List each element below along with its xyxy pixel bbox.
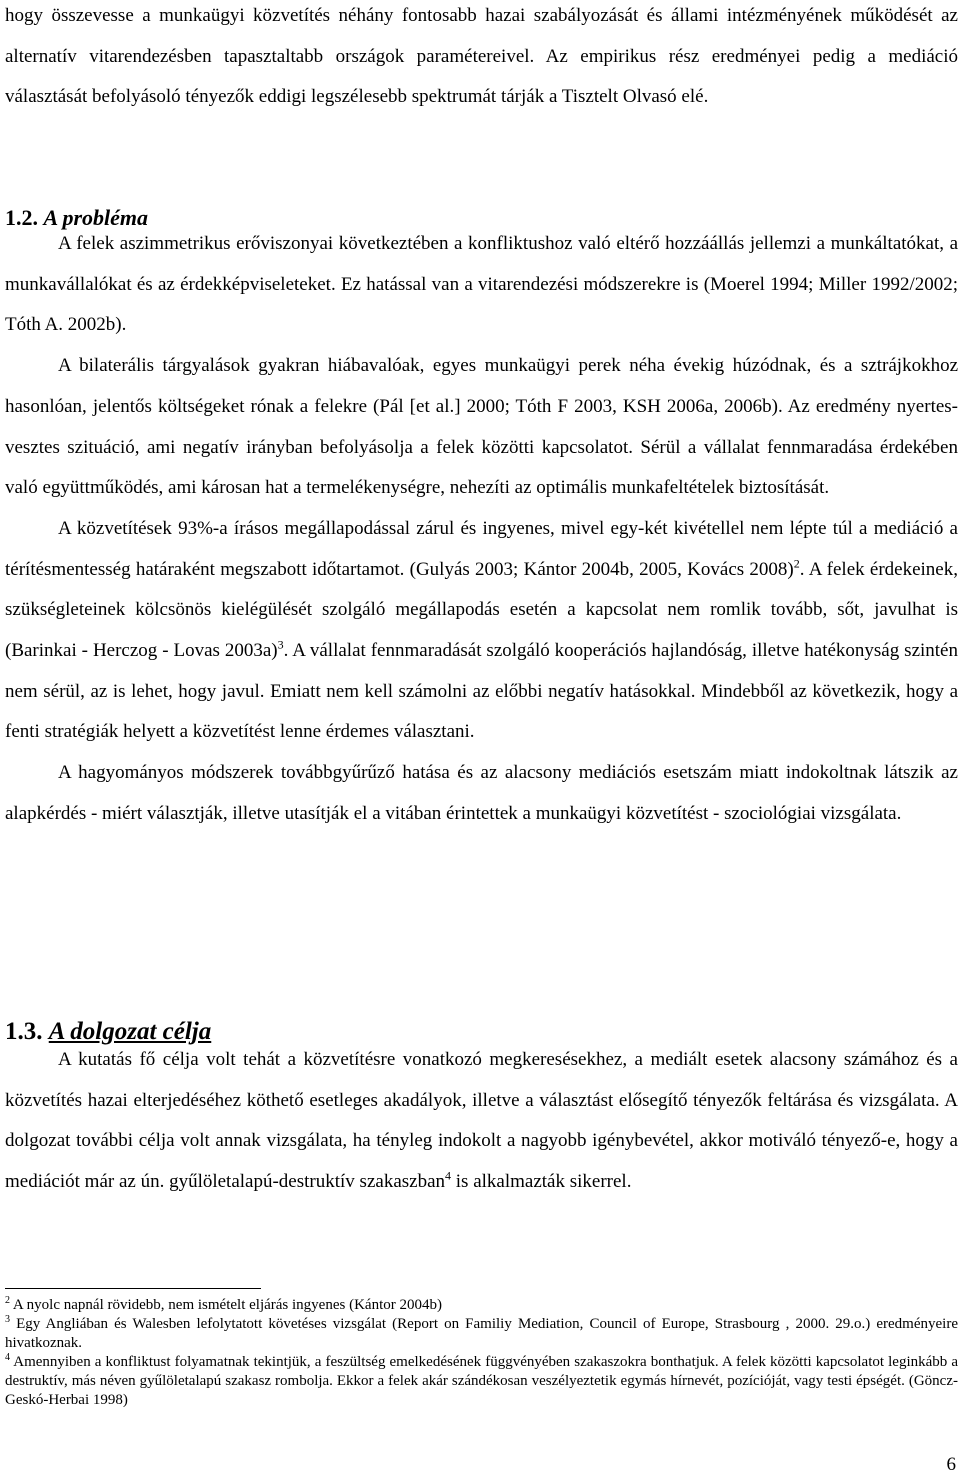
paragraph-text: . A vállalat fennmaradását szolgáló kooperációs hajlandóság, illetve hatékonyság szintén nem sérül, az is lehet, hogy javul. Emiatt nem kell számolni az előbbi negatív hatásokkal. Mindebből az következik, hogy a fenti stratégiák helyett a közvetítést lenne érdemes választani. <box>5 640 958 743</box>
footnote-text: A nyolc napnál rövidebb, nem ismételt eljárás ingyenes (Kántor 2004b) <box>10 1297 442 1313</box>
footnote-mark: 4 <box>5 1352 10 1363</box>
paragraph-text: A közvetítések 93%-a írásos megállapodással zárul és ingyenes, mivel egy-két kivétellel nem lépte túl a mediáció a térítésmentesség határaként megszabott időtartamot. (Gulyás 2003; Kántor 2004b, 2005, Kovács 2008) <box>5 517 958 580</box>
section-problem-body <box>5 224 958 835</box>
section-title: A dolgozat célja <box>48 1018 212 1045</box>
paragraph-text: is alkalmazták sikerrel. <box>451 1171 632 1193</box>
footnote-ref[interactable]: 2 <box>793 556 800 571</box>
paragraph-text: A kutatás fő célja volt tehát a közvetítésre vonatkozó megkeresésekhez, a mediált esetek alacsony számához és a közvetítés hazai elterjedéséhez köthető esetleges akadályok, illetve a választást elősegítő tényezők feltárása és vizsgálata. A dolgozat további célja volt annak vizsgálata, ha tényleg indokolt a nagyobb igénybevétel, akkor motiváló tényező-e, hogy a mediációt már az ún. gyűlöletalapú-destruktív szakaszban <box>5 1049 958 1193</box>
section-goal-body <box>5 1040 958 1203</box>
paragraph: A felek aszimmetrikus erőviszonyai következtében a konfliktushoz való eltérő hozzáállás jellemzi a munkáltatókat, a munkavállalókat és az érdekképviseleteket. Ez hatással van a vitarendezési módszerekre is (Moerel 1994; Miller 1992/2002; Tóth A. 2002b). <box>5 233 958 336</box>
footnote-separator <box>5 1288 261 1289</box>
footnotes <box>5 1296 958 1410</box>
paragraph: A hagyományos módszerek továbbgyűrűző hatása és az alacsony mediációs esetszám miatt indokoltnak látszik az alapkérdés - miért választják, illetve utasítják el a vitában érintettek a munkaügyi közvetítést - szociológiai vizsgálata. <box>5 762 958 824</box>
footnote <box>5 1353 958 1410</box>
page-number: 6 <box>946 1454 956 1475</box>
footnote-mark: 3 <box>5 1314 10 1325</box>
intro-paragraph: hogy összevesse a munkaügyi közvetítés néhány fontosabb hazai szabályozását és állami intézményének működését az alternatív vitarendezésben tapasztaltabb országok paramétereivel. Az empirikus rész eredményei pedig a mediáció választását befolyásoló tényezők eddigi legszélesebb spektrumát tárják a Tisztelt Olvasó elé. <box>5 5 958 108</box>
section-number: 1.2. <box>5 205 38 230</box>
footnote-ref[interactable]: 4 <box>445 1168 452 1183</box>
paragraph: A bilaterális tárgyalások gyakran hiábavalóak, egyes munkaügyi perek néha évekig húzódnak, és a sztrájkokhoz hasonlóan, jelentős költségeket rónak a felekre (Pál [et al.] 2000; Tóth F 2003, KSH 2006a, 2006b). Az eredmény nyertes-vesztes szituáció, ami negatív irányban befolyásolja a felek közötti kapcsolatot. Sérül a vállalat fennmaradása érdekében való együttműködés, ami károsan hat a termelékenységre, nehezíti az optimális munkafeltételek biztosítását. <box>5 355 958 499</box>
footnote-text: Egy Angliában és Walesben lefolytatott követéses vizsgálat (Report on Familiy Mediation, Council of Europe, Strasbourg , 2000. 29.o.) eredményeire hivatkoznak. <box>5 1316 958 1351</box>
section-title: A probléma <box>43 205 149 230</box>
paragraph-text: . A felek érdekeinek, szükségleteinek kölcsönös kielégülését szolgáló megállapodás esetén a kapcsolat nem romlik tovább, sőt, javulhat is (Barinkai - Herczog - Lovas 2003a) <box>5 558 958 662</box>
paragraph <box>5 1040 958 1203</box>
paragraph <box>5 509 958 753</box>
section-number: 1.3. <box>5 1018 43 1045</box>
footnote-mark: 2 <box>5 1295 10 1306</box>
footnote-text: Amennyiben a konfliktust folyamatnak tekintjük, a feszültség emelkedésének függvényében szakaszokra bonthatjuk. A felek közötti kapcsolatot leginkább a destruktív, más néven gyűlöletalapú szakasz rombolja. Ekkor a felek akár szándékosan veszélyeztetik egymás hírnevét, pozícióját, vagy testi épségét. (Göncz-Geskó-Herbai 1998) <box>5 1354 958 1408</box>
footnote <box>5 1315 958 1353</box>
footnote <box>5 1296 958 1315</box>
footnote-ref[interactable]: 3 <box>277 637 284 652</box>
